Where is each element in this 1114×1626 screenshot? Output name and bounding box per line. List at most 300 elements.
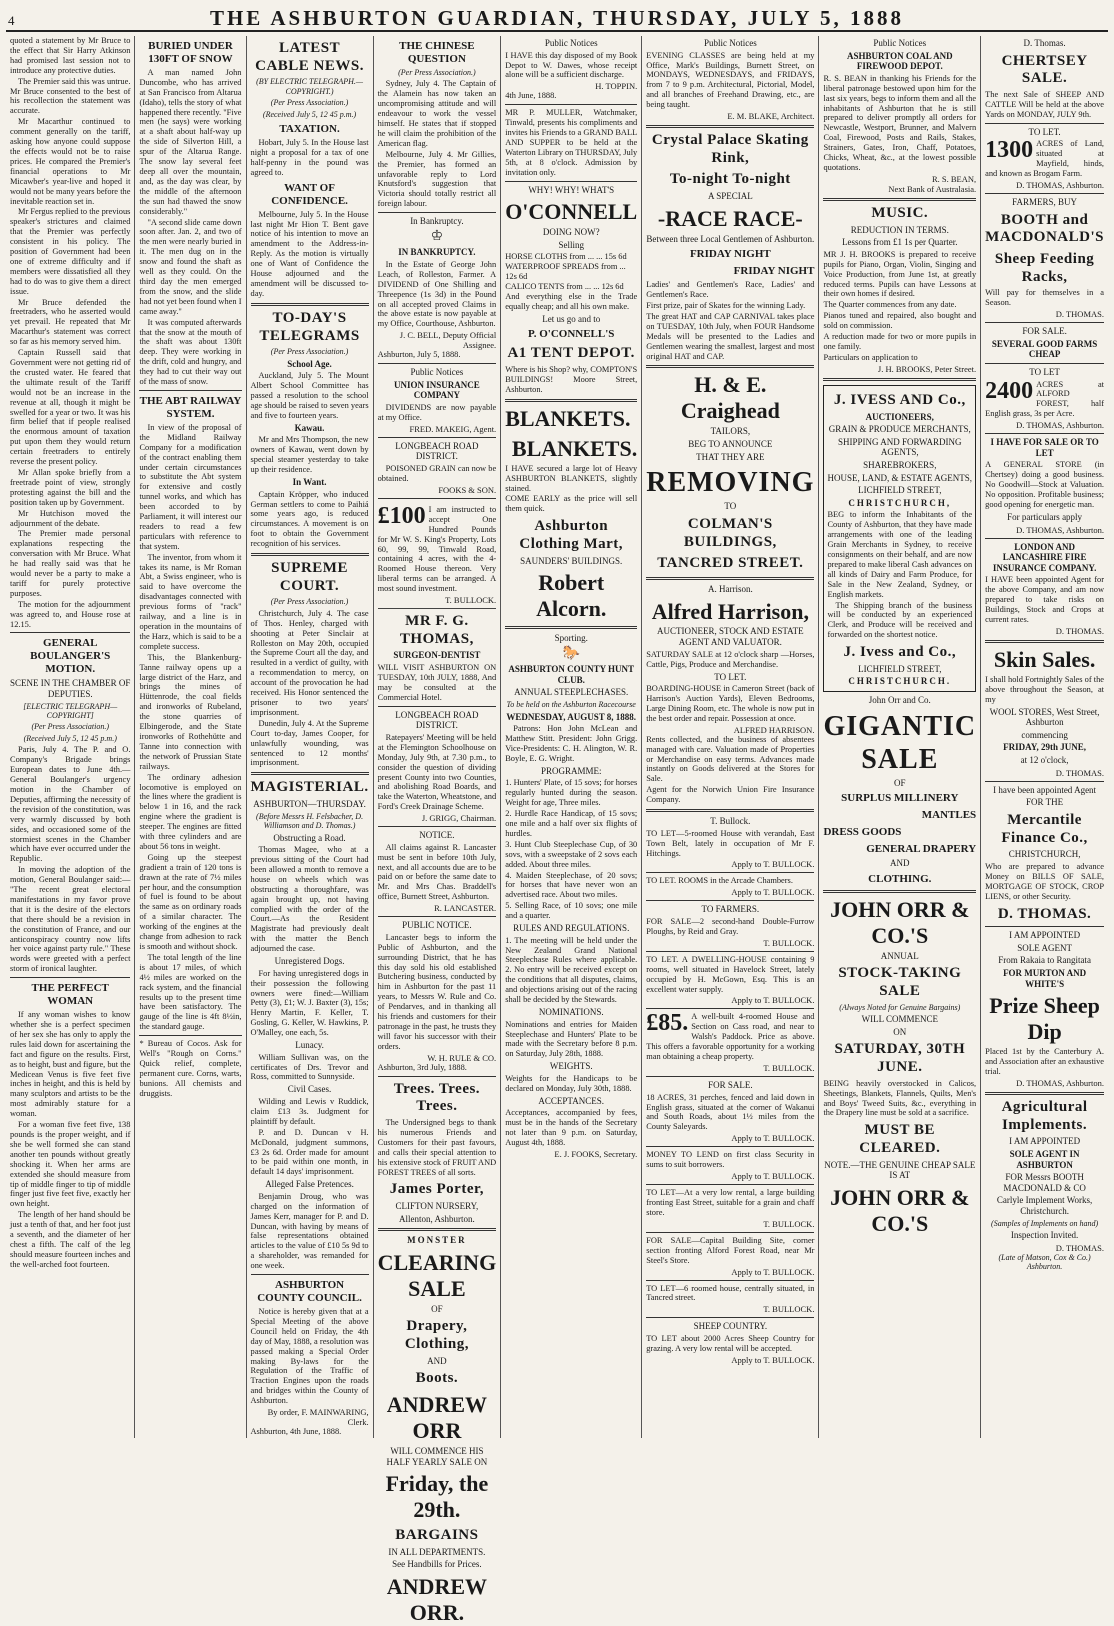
advert-text: FOR SALE—2 second-hand Double-Furrow Ploughs, by Reid and Gray. (646, 916, 815, 936)
section-heading: TO LET (1029, 366, 1060, 377)
advert-text: (Samples of Implements on hand) (991, 1218, 1099, 1228)
article-paragraph: Wilding and Lewis v Ruddick, claim £13 3s. Judgment for plaintiff by default. (250, 1097, 369, 1126)
newspaper-title: THE ASHBURTON GUARDIAN, THURSDAY, JULY 5, 1888 (209, 6, 905, 30)
advert-heading: James Porter, (389, 1181, 485, 1198)
signature: By order, F. MAINWARING, Clerk. (267, 1407, 369, 1428)
signature: D. THOMAS, Ashburton. (1016, 524, 1104, 535)
section-heading: FARMERS, BUY (1012, 196, 1077, 207)
advert-heading: ANDREW ORR (386, 1392, 488, 1444)
advert-text: Weights for the Handicaps to be declared on Monday, July 30th, 1888. (505, 1073, 638, 1093)
section-heading: Kawau. (294, 422, 325, 433)
advert-text: Let us go and to (542, 313, 601, 324)
notice-paragraph: I am instructed to accept One Hundred Pounds for Mr W. S. King's Property, Lots 60, 99, 99, Tinwald Road, containing 4 acres, with the 4-Roomed House thereon. Very liberal terms can be arranged. A most sound investment. (377, 504, 497, 594)
advert-text: FOR Messrs BOOTH MACDONALD & CO (1003, 1172, 1086, 1193)
programme-item: 1. Hunters' Plate, of 15 sovs; for horses regularly hunted during the season. Weight for age, Three miles. (505, 778, 638, 808)
signature: H. TOPPIN. (595, 81, 638, 92)
subheadline: SURGEON-DENTIST (393, 650, 481, 661)
advert (646, 1012, 814, 1062)
signature: D. THOMAS, Ashburton. (1016, 179, 1104, 190)
article-paragraph: The motion for the adjournment was agreed to, and House rose at 12.15. (10, 599, 131, 629)
advert-text: GRAIN & PRODUCE MERCHANTS, (828, 424, 971, 435)
advert-text: commencing (1021, 729, 1068, 740)
headline: TO-DAY'S TELEGRAMS (259, 309, 360, 344)
notice-paragraph: The Undersigned begs to thank his numerous Friends and Customers for their past favours, and calls their special attention to his extensive stock of FRUIT AND FOREST TREES of all sorts. (377, 1117, 497, 1177)
advert-text: DOING NOW? (542, 227, 600, 238)
signature: D. THOMAS. (1055, 767, 1104, 778)
advert-text: TO LET—5-roomed House with verandah, East Town Belt, lately in occupation of Mr F. Hitchings. (646, 828, 815, 858)
bench-line: (Before Messrs H. Felsbacher, D. Williamson and D. Thomas.) (256, 811, 364, 831)
advert (985, 139, 1104, 179)
article-paragraph: Mr Hutchison moved the adjournment of the debate. (10, 508, 131, 528)
section-heading: WANT OF CONFIDENCE. (271, 181, 348, 207)
advert-heading: COLMAN'S BUILDINGS, (683, 515, 777, 550)
advert-word: AND (427, 1355, 447, 1366)
advert-heading: GIGANTIC SALE (823, 710, 977, 775)
subheadline: (BY ELECTRIC TELEGRAPH.—COPYRIGHT.) (256, 77, 363, 96)
article-paragraph: Mr and Mrs Thompson, the new owners of Kawau, went down by special steamer yesterday to take up their residence. (250, 435, 369, 475)
advert-text: Agent for the Norwich Union Fire Insurance Company. (646, 785, 815, 805)
advert-heading: P. O'CONNELL'S (528, 328, 615, 341)
programme-item: 3. Hunt Club Steeplechase Cup, of 30 sovs, with a sweepstake of 2 sovs each added. About three miles. (505, 839, 638, 869)
address: Next Bank of Australasia. (888, 183, 977, 194)
advert-heading: MUSIC. (871, 204, 929, 221)
advert-heading: Sheep Feeding Racks, (994, 250, 1095, 285)
signature: T. BULLOCK. (763, 1062, 815, 1073)
section-heading: A. Harrison. (707, 583, 753, 594)
article-paragraph: Auckland, July 5. The Mount Albert School Committee has passed a resolution to the school age should be raised to seven years and five to fourteen years. (250, 371, 369, 420)
column-6 (642, 36, 819, 1438)
article-paragraph: In moving the adoption of the motion, General Boulanger said:— "The recent great electoral manifestations in my favor prove that it is the desire of the electors that there should be a revision in the constitution of France, and our anticonspiracy country now lifts her voice against party rule." These words were greeted with a perfect storm of ironical laughter. (10, 865, 131, 974)
association-line: (Per Press Association.) (270, 347, 349, 357)
section-heading: IN BANKRUPTCY. (398, 247, 476, 258)
headline: MAGISTERIAL. (250, 779, 369, 796)
advert-text: Placed 1st by the Canterbury A. and Association after an exhaustive trial. (985, 1047, 1104, 1076)
advert-text: REDUCTION IN TERMS. (850, 224, 949, 235)
advert-heading: ASHBURTON COAL AND FIREWOOD DEPOT. (847, 50, 953, 72)
section-heading: ACCEPTANCES. (538, 1095, 604, 1106)
signature: Apply to T. BULLOCK. (731, 1266, 815, 1277)
notice-paragraph: MR P. MULLER, Watchmaker, Tinwald, presents his compliments and invites his Friends to a GRAND BALL AND SUPPER to be held at the Waterton Library on THURSDAY, July 5th, at 8 o'clock. Admission by invitation only. (505, 108, 638, 177)
page-number: 4 (8, 13, 15, 28)
advert-heading: BOOTH and MACDONALD'S (985, 211, 1104, 246)
notice-paragraph: Lancaster begs to inform the Public of Ashburton, and the surrounding District, that he has this day sold his old established Butchering business, conducted by him in Ashburton for the past 11 years, to Messrs W. Rule and Co. of Pendarves, and in thanking all his friends and customers for their patronage in the past, he trusts they will favor his successor with their orders. (377, 932, 497, 1051)
advert-text: CHRISTCHURCH, (848, 497, 952, 508)
advert-heading: JOHN ORR & CO.'S (830, 1184, 970, 1236)
signature: R. S. BEAN, (931, 173, 977, 184)
programme-item: 2. Hurdle Race Handicap, of 15 sovs; one mile and a half over six flights of hurdles. (505, 809, 638, 838)
article-paragraph: Mr Allan spoke briefly from a freetrade point of view, strongly protesting against the bill and the position taken up by Government. (10, 467, 131, 507)
advert-text: FOR MURTON AND WHITE'S (1003, 968, 1087, 989)
advert-text: FOR THE (1026, 797, 1064, 808)
article-paragraph: Going up the steepest gradient a train of 120 tons is drawn at the rate of 7½ miles per hour, and the consumption of fuel is found to be about the same as on ordinary roads of a similar character. The working of the engines at the change from adhesion to rack is smooth and without shock. (139, 852, 242, 951)
advert-text: TO (724, 501, 737, 512)
headline: ASHBURTON COUNTY COUNCIL. (257, 1279, 362, 1305)
advert-text: I HAVE secured a large lot of Heavy ASHBURTON BLANKETS, slightly stained. (505, 463, 638, 493)
section-heading: Sporting. (554, 633, 588, 644)
advert-text: From Rakaia to Rangitata (998, 955, 1091, 966)
advert-text: Particulars on application to (823, 352, 918, 362)
advert-text: TO LET about 2000 Acres Sheep Country for grazing. A very low rental will be accepted. (646, 1333, 815, 1353)
article-paragraph: William Sullivan was, on the certificates of Drs. Trevor and Ross, committed to Sunnyside. (250, 1052, 369, 1082)
advert-heading: BARGAINS (395, 1527, 479, 1544)
advert-heading: D. THOMAS. (997, 905, 1092, 922)
article-paragraph: The ordinary adhesion locomotive is employed on the lines where the gradient is below 1 in 16, and the rack engine where the gradient is steeper. The engines are fitted with three cylinders and are about 56 tons in weight. (139, 772, 242, 851)
advert-text: OF (894, 777, 906, 788)
advert-text: Between three Local Gentlemen of Ashburton. (646, 233, 815, 244)
column-7 (819, 36, 981, 1438)
advert-heading: TANCRED STREET. (657, 555, 804, 572)
advert-text: BOARDING-HOUSE in Cameron Street (back of Harrison's Auction Yards), Eleven Bedrooms, Large Dining Room, etc. The whole is now put in the best order and repair. Possession at once. (646, 684, 815, 723)
column-4 (374, 36, 502, 1626)
price-line: HORSE CLOTHS from ... ... 15s 6d (505, 252, 627, 262)
headline: LATEST CABLE NEWS. (255, 40, 364, 74)
advert (985, 377, 1104, 420)
advert-text: (Always Noted for Genuine Bargains) (839, 1002, 961, 1012)
section-heading: FOR SALE. (708, 1080, 753, 1090)
article-paragraph: Thomas Magee, who at a previous sitting of the Court had been allowed a month to remove a house on wheels which was obstructing a thoroughfare, was again brought up, not having complied with the order of the Court.—As the Resident Magistrate had previously dealt with the matter the Bench adjourned the case. (250, 845, 369, 954)
advert-text: A well-built 4-roomed House and Section on Cass road, and near to Walsh's Paddock. Price as above. This offers a favorable opportunity for a working man obtaining a cheap property. (646, 1012, 815, 1062)
advert-heading: Boots. (415, 1370, 459, 1387)
advert-text: A reduction made for two or more pupils in one family. (823, 332, 977, 351)
signature: Apply to T. BULLOCK. (731, 859, 815, 870)
signature: J. C. BELL, Deputy Official Assignee. (399, 330, 497, 351)
advert-text: I AM APPOINTED (1009, 930, 1081, 941)
advert-text: MR J. H. BROOKS is prepared to receive pupils for Piano, Organ, Violin, Singing and Voice Production, from June 1st, at greatly reduced terms. Pupils can have Lessons at their own homes if desired. (823, 249, 977, 299)
dateline: 4th June, 1888. (505, 91, 557, 101)
signature: T. BULLOCK. (763, 1304, 815, 1315)
advert-heading: ANNUAL STEEPLECHASES. (514, 687, 629, 698)
advert-heading: SEVERAL GOOD FARMS CHEAP (991, 338, 1098, 360)
advert-text: R. S. BEAN in thanking his Friends for the liberal patronage bestowed upon him for the last six years, begs to inform them and all the inhabitants of Ashburton that he is still prepared to deliver promptly all orders for Newcastle, Westport, Brunner, and Malvern Coal, Firewood, Posts and Rails, Stakes, Strainers, Gates, Iron, Chaff, Potatoes, Chicks, Wheat, &c., at the lowest possible quotations. (823, 73, 977, 172)
signature: D. THOMAS. (1055, 1242, 1104, 1253)
advert-text: SHIPPING AND FORWARDING AGENTS, (838, 436, 962, 458)
advert-text: BEG TO ANNOUNCE (688, 439, 773, 449)
advert-text: ACRES at ALFORD FOREST, half English grass, 3s per Acre. (985, 379, 1104, 419)
advert-text: Nominations and entries for Maiden Steeplechase and Hunters' Plate to be made with the Secretary before 8 p.m. on Saturday, July 28th, 1888. (505, 1019, 638, 1059)
signature: Apply to T. BULLOCK. (731, 1171, 815, 1182)
advert-text: (Late of Matson, Cox & Co.) Ashburton. (998, 1252, 1091, 1272)
article-paragraph: Christchurch, July 4. The case of Thos. Henley, charged with shooting at Peter Sinclair at Rolleston on May 20th, occupied the Supreme Court all the day, and resulted in a verdict of guilty, with a recommendation to mercy, on account of the provocation he had received. His Honor sentenced the prisoner to two years' imprisonment. (250, 608, 369, 717)
address: Allenton, Ashburton. (399, 1213, 475, 1224)
section-heading: PROGRAMME: (540, 765, 602, 776)
advert-text: LICHFIELD STREET, (858, 485, 942, 496)
advert-text: HOUSE, LAND, & ESTATE AGENTS, (827, 472, 973, 483)
article-paragraph: P. and D. Duncan v H. McDonald, judgment summons, £3 2s 6d. Order made for amount to be paid within one month, in default 14 days' imprisonment. (250, 1127, 369, 1177)
section-heading: Lunacy. (295, 1040, 324, 1051)
advert-heading: O'CONNELL (505, 199, 638, 225)
signature: J. GRIGG, Chairman. (421, 813, 497, 824)
signature: T. BULLOCK. (763, 1218, 815, 1229)
signature: D. THOMAS. (1055, 309, 1104, 320)
advert-heading: Prize Sheep Dip (989, 993, 1100, 1045)
advert-text: For particulars apply (1007, 511, 1083, 522)
article-paragraph: If any woman wishes to know whether she is a perfect specimen of her sex she has only to apply the rules laid down for ascertaining the fact and figure on the results. First, as to height, bust and figure, but the Medicean Venus is five feet five inches in height, and this is held by many sculptors and artists to be the most admirably stature for a woman. (10, 1010, 131, 1119)
signature: R. LANCASTER. (434, 903, 497, 914)
signature: E. J. FOOKS, Secretary. (554, 1148, 638, 1159)
advert-text: AUCTIONEERS, (865, 411, 934, 422)
column-5 (501, 36, 642, 1438)
advert-heading: FRIDAY NIGHT (733, 265, 815, 278)
advert-text: I HAVE been appointed Agent for the above Company, and am now prepared to take risks on Buildings, Stock and Crops at current rates. (985, 575, 1104, 625)
advert-heading: Ashburton Clothing Mart, (519, 518, 624, 552)
headline: THE ABT RAILWAY SYSTEM. (139, 394, 242, 420)
copyright-line: [ELECTRIC TELEGRAPH—COPYRIGHT] (23, 701, 118, 721)
advert-text: LICHFIELD STREET, (858, 663, 942, 674)
article-paragraph: The Premier made personal explanations respecting the conversation with Mr Bruce. What he had really said was that he would never be a party to make a tariff for purely protective purposes. (10, 529, 131, 598)
advert-heading: MUST BE CLEARED. (859, 1122, 941, 1157)
advert-text: 1. The meeting will be held under the New Zealand Grand National Steeplechase Rules where applicable. 2. No entry will be received except on the conditions that all disputes, claims, and objections arising out of the racing shall be decided by the Stewards. (505, 935, 638, 1005)
horse-race-icon: 🐎 (562, 645, 580, 661)
section-heading: Public Notices (703, 38, 757, 48)
signature: Apply to T. BULLOCK. (731, 995, 815, 1006)
advert-heading: STOCK-TAKING SALE (838, 965, 962, 999)
headline: BURIED UNDER 130FT OF SNOW (148, 40, 233, 65)
column-8 (981, 36, 1108, 1438)
advert-text: WILL COMMENCE (861, 1014, 939, 1025)
advert-text: TO LET—At a very low rental, a large building fronting East Street, suitable for a grain and chaff store. (646, 1188, 815, 1217)
advert-heading: Mercantile Finance Co., (1001, 811, 1088, 846)
advert-heading: MR F. G. THOMAS, (399, 613, 474, 647)
advert-heading: LONGBEACH ROAD DISTRICT. (395, 440, 479, 462)
advert-text: THAT THEY ARE (696, 451, 765, 462)
article-paragraph: Dunedin, July 4. At the Supreme Court to-day, James Cooper, for unlawfully wounding, was sentenced to 12 months' imprisonment. (250, 718, 369, 768)
advert-text: The next Sale of SHEEP AND CATTLE Will be held at the above Yards on MONDAY, JULY 9th. (985, 89, 1104, 119)
section-heading: Unregistered Dogs. (274, 956, 345, 967)
advert-heading: BLANKETS. (505, 405, 631, 431)
advert-heading: Robert Alcorn. (536, 570, 607, 622)
article-paragraph: "A second slide came down soon after. Jan. 2, and two of the men were nearly buried in it. The men dug on in the snow and found the shaft as well as they could. On the third day the men emerged from the snow, and the slide had not yet been found when I came away." (139, 217, 242, 316)
advert-text: SOLE AGENT (1017, 942, 1072, 953)
advert-heading: ASHBURTON COUNTY HUNT CLUB. (508, 664, 635, 685)
article-paragraph: Notice is hereby given that at a Special Meeting of the above Council held on Friday, the 4th day of May, 1888, a resolution was passed making a Special Order making By-laws for the Regulation of the Traffic of Traction Engines upon the roads and bridges within the County of Ashburton. (250, 1307, 369, 1406)
advert-heading: DRESS GOODS (823, 826, 902, 839)
advert-text: WEDNESDAY, AUGUST 8, 1888. (506, 711, 637, 722)
advert-text: I have been appointed Agent (993, 784, 1097, 795)
advert-text: FOR SALE—Capital Building Site, corner section fronting Alford Forest Road, near Mr Steel's Store. (646, 1235, 815, 1265)
advert-heading: J. Ivess and Co., (843, 644, 957, 661)
advert-word: OF (431, 1303, 443, 1314)
column-2 (135, 36, 246, 1438)
section-heading: T. Bullock. (710, 816, 751, 827)
advert-text: A GENERAL STORE (in Chertsey) doing a good business. No Goodwill—Stock at Valuation. No opposition. Profitable business; good opening for energetic man. (985, 460, 1104, 510)
article-paragraph: Melbourne, July 4. Mr Gillies, the Premier, has formed an unfavorable reply to Lord Knutsford's suggestion that Victoria should totally restrict all foreign labour. (377, 149, 497, 209)
notice-paragraph: WILL VISIT ASHBURTON ON TUESDAY, 10th JULY, 1888, And may be consulted at the Commercial Hotel. (377, 663, 497, 702)
section-heading: RULES AND REGULATIONS. (513, 923, 630, 934)
advert-text: Where is his Shop? why, COMPTON'S BUILDINGS! Moore Street, Ashburton. (505, 365, 638, 394)
advert-word: MONSTER (407, 1235, 467, 1246)
section-heading: School Age. (287, 358, 332, 369)
advert-text: I AM APPOINTED (1009, 1136, 1081, 1147)
signature: T. BULLOCK. (763, 937, 815, 948)
notice-paragraph: DIVIDENDS are now payable at my Office. (377, 403, 497, 422)
signature: D. THOMAS. (1055, 625, 1104, 636)
headline: THE CHINESE QUESTION (399, 40, 475, 65)
notice-paragraph: In the Estate of George John Leach, of Rolleston, Farmer. A DIVIDEND of One Shilling and Threepence (1s 3d) in the Pound on all accepted proved Claims in the above estate is now payable at my Office, Courthouse, Ashburton. (377, 259, 497, 329)
signature: Apply to T. BULLOCK. (731, 1133, 815, 1144)
advert-heading: Skin Sales. (993, 646, 1096, 672)
article-paragraph: The inventor, from whom it takes its name, is Mr Roman Abt, a Swiss engineer, who is said to have overcome the disadvantages connected with previous forms of "rack" railway, and a line is in operation in the mountains of the Harz, which is said to be a complete success. (139, 552, 242, 651)
advert-paragraph: * Bureau of Cocos. Ask for Well's "Rough on Corns." Quick relief, complete, permanent cure. Corns, warts, bunions. All chemists and druggists. (139, 1039, 242, 1098)
advert-heading: CHERTSEY SALE. (1001, 52, 1088, 87)
article-paragraph: For having unregistered dogs in their possession the following owners were fined:—William Petty (3), £1; W. J. Baxter (3), 15s; Henry Martin, F. Keller, T. Gosling, G. Keller, W. Hawkins, P. O'Malley, one each, 5s. (250, 968, 369, 1038)
headline: SUPREME COURT. (271, 560, 348, 594)
advert-text: Who are prepared to advance Money on BILLS OF SALE, MORTGAGE OF STOCK, CROP LIENS, or other Security. (985, 861, 1104, 901)
advert-text: The Shipping branch of the business will be conducted by an experienced Clerk, and Produce will be received and forwarded on the shortest notice. (827, 600, 973, 640)
advert-text: ON (893, 1026, 907, 1037)
advert-heading: SURPLUS MILLINERY (841, 792, 959, 805)
advert-text: AND (890, 858, 910, 869)
signature: D. THOMAS, Ashburton. (1016, 420, 1104, 431)
section-heading: TO FARMERS. (701, 904, 760, 915)
dateline: Ashburton, 4th June, 1888. (250, 1427, 342, 1437)
article-paragraph: It was computed afterwards that the snow at the mouth of the shaft was about 130ft deep. They were working in the drift, cold and hungry, and they had to cut their way out of the mass of snow. (139, 317, 242, 387)
advert-text: CHRISTCHURCH, (1008, 849, 1081, 860)
advert-text: FRIDAY, 29th JUNE, (1003, 742, 1086, 753)
article-paragraph: This, the Blankenburg-Tanne railway opens up a large district of the Harz, and brings the mines of Hüttenrode, the coal fields and ironworks of Rubeland, the stone quarries of Elbingerode, and the State ironworks of Rothehütte and Tanne into connection with the network of Prussian State railways. (139, 652, 242, 771)
advert-text: SOLE AGENT IN ASHBURTON (1009, 1148, 1080, 1170)
dateline: Ashburton, July 5, 1888. (377, 350, 461, 360)
advert-heading: CLEARING SALE (377, 1249, 497, 1301)
price: £85. (646, 1010, 689, 1037)
article-paragraph: Benjamin Droug, who was charged on the information of James Kerr, manager for P. and D. Duncan, with having by means of false representations obtained articles to the value of £10 5s 9d to a shareholder, was remanded for one week. (250, 1191, 369, 1271)
signature: J. H. BROOKS, Peter Street. (877, 363, 977, 374)
advert-box (823, 385, 976, 692)
columns (6, 36, 1108, 1626)
advert-text: First prize, pair of Skates for the winning Lady. (646, 301, 806, 311)
signature: FOOKS & SON. (438, 484, 497, 495)
article-paragraph: Paris, July 4. The P. and O. Company's Brigade brings European dates to June 4th.— General Boulanger's urgency motion in the Chamber of Deputies, affirming the necessity of the revision of the constitution, was very warmly discussed by both sides, and occasioned some of the stormiest scenes in the Chamber which have ever occurred under the Republic. (10, 745, 131, 864)
advert-heading: Trees. Trees. Trees. (393, 1080, 481, 1115)
advert-text: Will pay for themselves in a Season. (985, 288, 1104, 308)
advert-text: Ladies' and Gentlemen's Race, Ladies' and Gentlemen's Race. (646, 280, 815, 300)
advert-text: MONEY TO LEND on first class Security in sums to suit borrowers. (646, 1150, 815, 1170)
advert-text: Lessons from £1 1s per Quarter. (842, 237, 958, 248)
notice-paragraph: POISONED GRAIN can now be obtained. (377, 464, 497, 483)
section-heading: In Want. (292, 477, 327, 487)
advert-heading: NOTICE. (419, 830, 455, 841)
article-paragraph: Captain Russell said that Government were not getting rid of the crusted water. He feared that the ultimate result of the Tariff would not be an increase in the revenue at all, though it might be swelled for a year or two. It was his firm belief that if people realised the enormous amount of taxation put upon them they would return certain freetraders to entirely reverse the present policy. (10, 348, 131, 467)
advert-text: BEING heavily overstocked in Calicos, Sheetings, Blankets, Flannels, Quilts, Men's and Boys' Tweed Suits, &c., everything in the Drapery line must be sold at a sacrifice. (823, 1078, 977, 1118)
association-line: (Per Press Association.) (31, 722, 109, 732)
advert-heading: JOHN ORR & CO.'S (830, 896, 970, 948)
advert-heading: CLOTHING. (868, 872, 932, 885)
headline: THE PERFECT WOMAN (31, 982, 109, 1008)
section-heading: D. Thomas. (1023, 38, 1066, 48)
association-line: (Per Press Association.) (270, 597, 349, 607)
article-paragraph: The total length of the line is about 17 miles, of which 4½ miles are worked on the rack system, and the financial results up to the present time have been satisfactory. The gauge of the line is 4ft 8½in, the standard gauge. (139, 952, 242, 1032)
advert-heading: UNION INSURANCE COMPANY (394, 379, 480, 401)
section-heading: SHEEP COUNTRY. (693, 1321, 768, 1332)
advert-text: And everything else in the Trade equally cheap; and all his own make. (505, 292, 638, 311)
advert-heading: LONDON AND LANCASHIRE FIRE INSURANCE COMPANY. (992, 541, 1097, 573)
advert-heading: A1 TENT DEPOT. (507, 345, 635, 362)
article-paragraph: Captain Kröpper, who induced German settlers to come to Paihiá some years ago, is reduced circumstances. A movement is on foot to obtain the Government recognition of his services. (250, 489, 369, 549)
article-paragraph: For a woman five feet five, 138 pounds is the proper weight, and if she be well formed she can stand another ten pounds without greatly shocking it. When her arms are extended she should measure from tip of middle finger to tip of middle finger just five feet five, exactly her own height. (10, 1120, 131, 1209)
advert-text: ANNUAL (880, 950, 919, 961)
received-line: (Received July 5, 12 45 p.m.) (23, 733, 117, 743)
price-line: CALICO TENTS from ... ... 12s 6d (505, 282, 624, 292)
advert-heading: Drapery, Clothing, (404, 1318, 469, 1353)
advert-heading: Agricultural Implements. (1001, 1098, 1088, 1133)
advert-text: See Handbills for Prices. (392, 1559, 482, 1570)
advert-heading: Friday, the 29th. (385, 1471, 489, 1523)
advert-text: SHAREBROKERS, (863, 459, 937, 470)
advert-text: SATURDAY SALE at 12 o'clock sharp —Horses, Cattle, Pigs, Produce and Merchandise. (646, 649, 815, 669)
notice-paragraph: Ratepayers' Meeting will be held at the Flemington Schoolhouse on Monday, July 9th, at 7.30 p.m., to consider the question of dividing present County into two Counties, and abolishing Road Boards, and take the Waterton, Wheatstone, and Ford's Creek Drainage Scheme. (377, 732, 497, 812)
notice-paragraph: I HAVE this day disposed of my Book Depot to W. Dawes, whose receipt alone will be a sufficient discharge. (505, 50, 638, 80)
advert-text: AUCTIONEER, STOCK AND ESTATE AGENT AND VALUATOR. (657, 626, 804, 648)
received-line: (Received July 5, 12 45 p.m.) (262, 109, 357, 119)
signature: T. BULLOCK. (445, 595, 497, 606)
article-paragraph: Melbourne, July 5. In the House last night Mr Hion T. Bent gave notice of his intention to move an amendment to the Address-in-Reply. As the motion is virtually one of Want of Confidence the House adjourned and the amendment will be discussed to-day. (250, 209, 369, 298)
advert-text: CHRISTCHURCH. (848, 676, 952, 687)
advert-text: at 12 o'clock, (1020, 755, 1069, 766)
advert (378, 502, 497, 609)
advert-heading: FRIDAY NIGHT (689, 248, 771, 261)
advert-text: To be held on the Ashburton Racecourse (506, 700, 636, 710)
advert-heading: H. & E. Craighead (680, 372, 780, 424)
programme-item: 4. Maiden Steeplechase, of 20 sovs; for horses that have never won an advertised race. About two miles. (505, 870, 638, 900)
advert-text: Patrons: Hon John McLean and Matthew Stitt. President: John Grigg. Vice-Presidents: C. H. Alington, W. R. Boyle, E. G. Wright. (505, 724, 638, 763)
signature: W. H. RULE & CO. (427, 1052, 497, 1063)
advert-text: Pianos tuned and repaired, also bought and sold on commission. (823, 311, 977, 331)
dateline: Ashburton, 3rd July, 1888. (377, 1062, 467, 1072)
signature: Apply to T. BULLOCK. (731, 1354, 815, 1365)
acreage: 1300 (985, 137, 1034, 164)
article-paragraph: The length of her hand should be just a tenth of that, and her foot just a seventh, and the diameter of her chest a fifth. The calf of the leg should measure fourteen inches and the well-arched foot fourteen. (10, 1210, 131, 1269)
advert-heading: PUBLIC NOTICE. (402, 920, 472, 931)
article-paragraph: Sydney, July 4. The Captain of the Alamein has now taken an uncompromising attitude and will endeavour to work the vessel himself. He states that if stopped he will claim the prohibition of the American flag. (377, 79, 497, 148)
advert-text: Carlyle Implement Works, Christchurch. (996, 1195, 1093, 1216)
masthead (6, 6, 1108, 32)
section-heading: Public Notices (410, 367, 464, 378)
advert-text: SAUNDERS' BUILDINGS. (520, 555, 623, 566)
advert-heading: J. IVESS AND Co., (833, 391, 966, 408)
royal-crest-icon: ♔ (430, 228, 444, 244)
section-heading: TO LET. (1028, 126, 1061, 137)
advert-heading: Crystal Palace Skating Rink, (651, 132, 809, 166)
article-paragraph: A man named John Duncombe, who has arrived at San Francisco from Altarua (Idaho), tells the story of what happened there recently. "Five men (he says) were working at a shaft about half-way up the side of Silverton Hill, a spur of the Altarua Range. The snow lay several feet deep all over the mountain, and, as the day was clear, by the middle of the afternoon the sun had thawed the snow considerably." (139, 67, 242, 216)
column-1 (6, 36, 135, 1438)
article-paragraph: Mr Bruce defended the freetraders, who he asserted would yet prevail. He repeated that Mr Macarthur's statement was correct so far as his memory served him. (10, 297, 131, 347)
notice-paragraph: All claims against R. Lancaster must be sent in before 10th July, next, and all accounts due are to be paid on or before the same date to Mr. and Mrs Chas. Braddell's office, Burnett Street, Ashburton. (377, 842, 497, 902)
article-paragraph: Mr Macarthur continued to comment generally on the tariff, asking how anyone could suppose the effects would not be to raise prices. He compared the Premier's financial operations to Mr Micawber's year-live and hoped it would not be many years before the inevitable reaction set in. (10, 117, 131, 206)
acreage: 2400 (985, 377, 1034, 404)
advert-text: I shall hold Fortnightly Sales of the above throughout the Season, at my (985, 674, 1104, 704)
advert-heading: BLANKETS. (511, 435, 638, 461)
section-heading: NOMINATIONS. (538, 1007, 604, 1017)
advert-heading: MANTLES (921, 809, 977, 822)
section-heading: John Orr and Co. (868, 695, 931, 706)
advert-heading: SATURDAY, 30TH JUNE. (834, 1041, 966, 1076)
section-heading: TAXATION. (279, 123, 340, 136)
subheadline: ASHBURTON—THURSDAY. (253, 799, 366, 810)
section-heading: Civil Cases. (287, 1084, 332, 1095)
price-line: WATERPROOF SPREADS from ... 12s 6d (505, 262, 626, 282)
section-heading: Public Notices (544, 38, 598, 48)
section-heading: Alleged False Pretences. (265, 1179, 354, 1190)
signature: D. THOMAS, Ashburton. (1016, 1077, 1104, 1088)
section-heading: Public Notices (873, 38, 927, 48)
advert-text: TAILORS, (710, 426, 751, 437)
column-3 (247, 36, 374, 1438)
signature: E. M. BLAKE, Architect. (727, 111, 815, 122)
advert-text: BEG to inform the Inhabitants of the County of Ashburton, that they have made arrangements with one of the leading Grain Merchants in Sydney, to receive consignments on their behalf, and are now prepared to make liberal Cash advances on all kinds of Dairy and Farm Produce, for Sale in the New Zealand, Sydney, or English markets. (827, 510, 973, 599)
section-heading: In Bankruptcy. (410, 216, 464, 227)
advert-text: WOOL STORES, West Street, Ashburton (989, 706, 1100, 728)
advert-text: Acceptances, accompanied by fees, must be in the hands of the Secretary not later than 9 p.m. on Saturday, August 4th, 1888. (505, 1108, 638, 1147)
advert-text: WHY! WHY! WHAT'S (528, 184, 615, 195)
